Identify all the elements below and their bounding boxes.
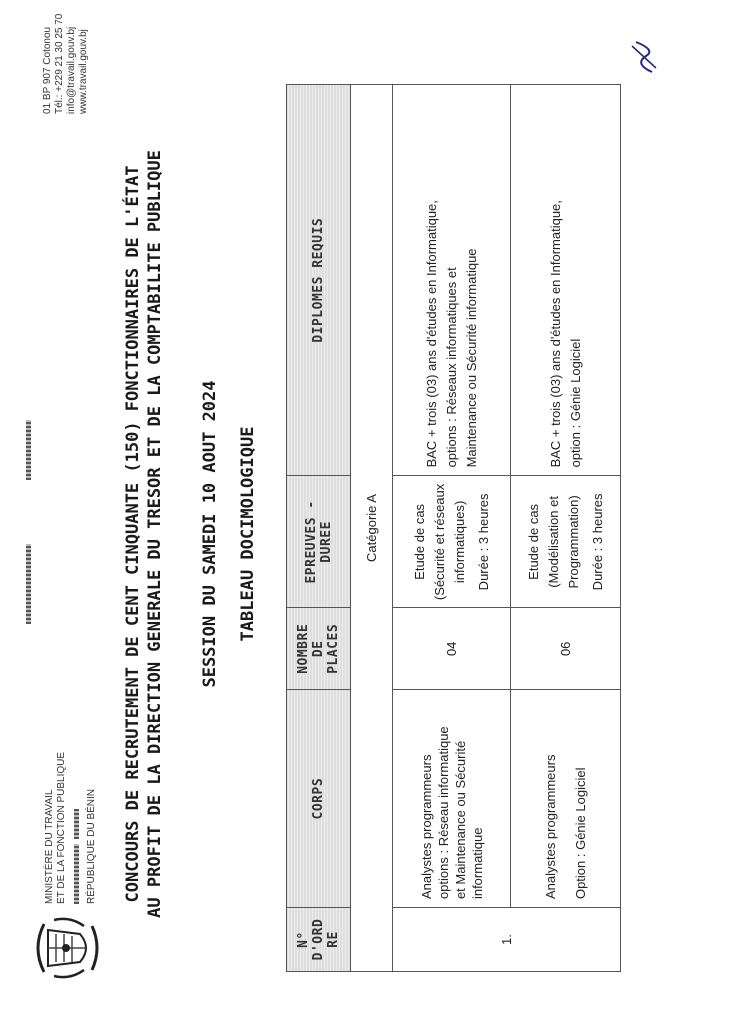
cell-epreuves: Etude de cas (Sécurité et réseaux informatiques) Durée : 3 heures	[393, 476, 511, 608]
row-number: 1.	[393, 908, 621, 972]
session-label: SESSION DU SAMEDI 10 AOUT 2024	[200, 380, 220, 688]
republic-label: RÉPUBLIQUE DU BÉNIN	[86, 788, 97, 904]
category-label: Catégorie A	[351, 85, 393, 972]
coat-of-arms-icon	[30, 910, 106, 986]
flag-stripes	[71, 752, 83, 904]
ministry-block	[44, 752, 98, 904]
table-subtitle: TABLEAU DOCIMOLOGIQUE	[238, 426, 258, 642]
contact-address: 01 BP 907 Cotonou	[42, 26, 53, 114]
title-line-1: CONCOURS DE RECRUTEMENT DE CENT CINQUANTE (150) FONCTIONNAIRES DE L'ÉTAT	[123, 165, 143, 903]
cell-diplomes: BAC + trois (03) ans d'études en Informatique, option : Génie Logiciel	[511, 85, 621, 476]
header-epreuves: EPREUVES - DUREE	[287, 476, 351, 608]
docimology-table	[286, 84, 621, 972]
signature-mark-icon	[628, 36, 662, 76]
flag-stripe-icon	[74, 844, 79, 904]
ministry-line-2: ET DE LA FONCTION PUBLIQUE	[56, 751, 67, 904]
contact-email: info@travail.gouv.bj	[66, 26, 77, 114]
flag-stripe-icon	[26, 420, 31, 480]
table-row	[393, 85, 511, 972]
cell-places: 06	[511, 608, 621, 690]
contact-website: www.travail.gouv.bj	[78, 29, 89, 114]
cell-corps: Analystes programmeurs options : Réseau informatique et Maintenance ou Sécurité informatique	[393, 690, 511, 908]
cell-diplomes: BAC + trois (03) ans d'études en Informatique, options : Réseaux informatiques et Maintenance ou Sécurité informatique	[393, 85, 511, 476]
top-flag-strip	[20, 420, 38, 624]
category-row	[351, 85, 393, 972]
cell-corps: Analystes programmeurs Option : Génie Logiciel	[511, 690, 621, 908]
header-num: N° D'ORD RE	[287, 908, 351, 972]
flag-stripe-icon	[26, 544, 31, 624]
header-corps: CORPS	[287, 690, 351, 908]
document-title	[122, 84, 166, 984]
header-diplomes: DIPLOMES REQUIS	[287, 85, 351, 476]
cell-places: 04	[393, 608, 511, 690]
title-line-2: AU PROFIT DE LA DIRECTION GENERALE DU TRESOR ET DE LA COMPTABILITE PUBLIQUE	[145, 150, 165, 918]
table-row	[511, 85, 621, 972]
contact-block	[42, 14, 90, 114]
contact-phone: Tél.: +229 21 30 25 70	[54, 13, 65, 114]
table-header-row	[287, 85, 351, 972]
flag-stripe-icon	[74, 809, 79, 839]
header-places: NOMBRE DE PLACES	[287, 608, 351, 690]
cell-epreuves: Etude de cas (Modélisation et Programmation) Durée : 3 heures	[511, 476, 621, 608]
ministry-line-1: MINISTÈRE DU TRAVAIL	[44, 789, 55, 904]
